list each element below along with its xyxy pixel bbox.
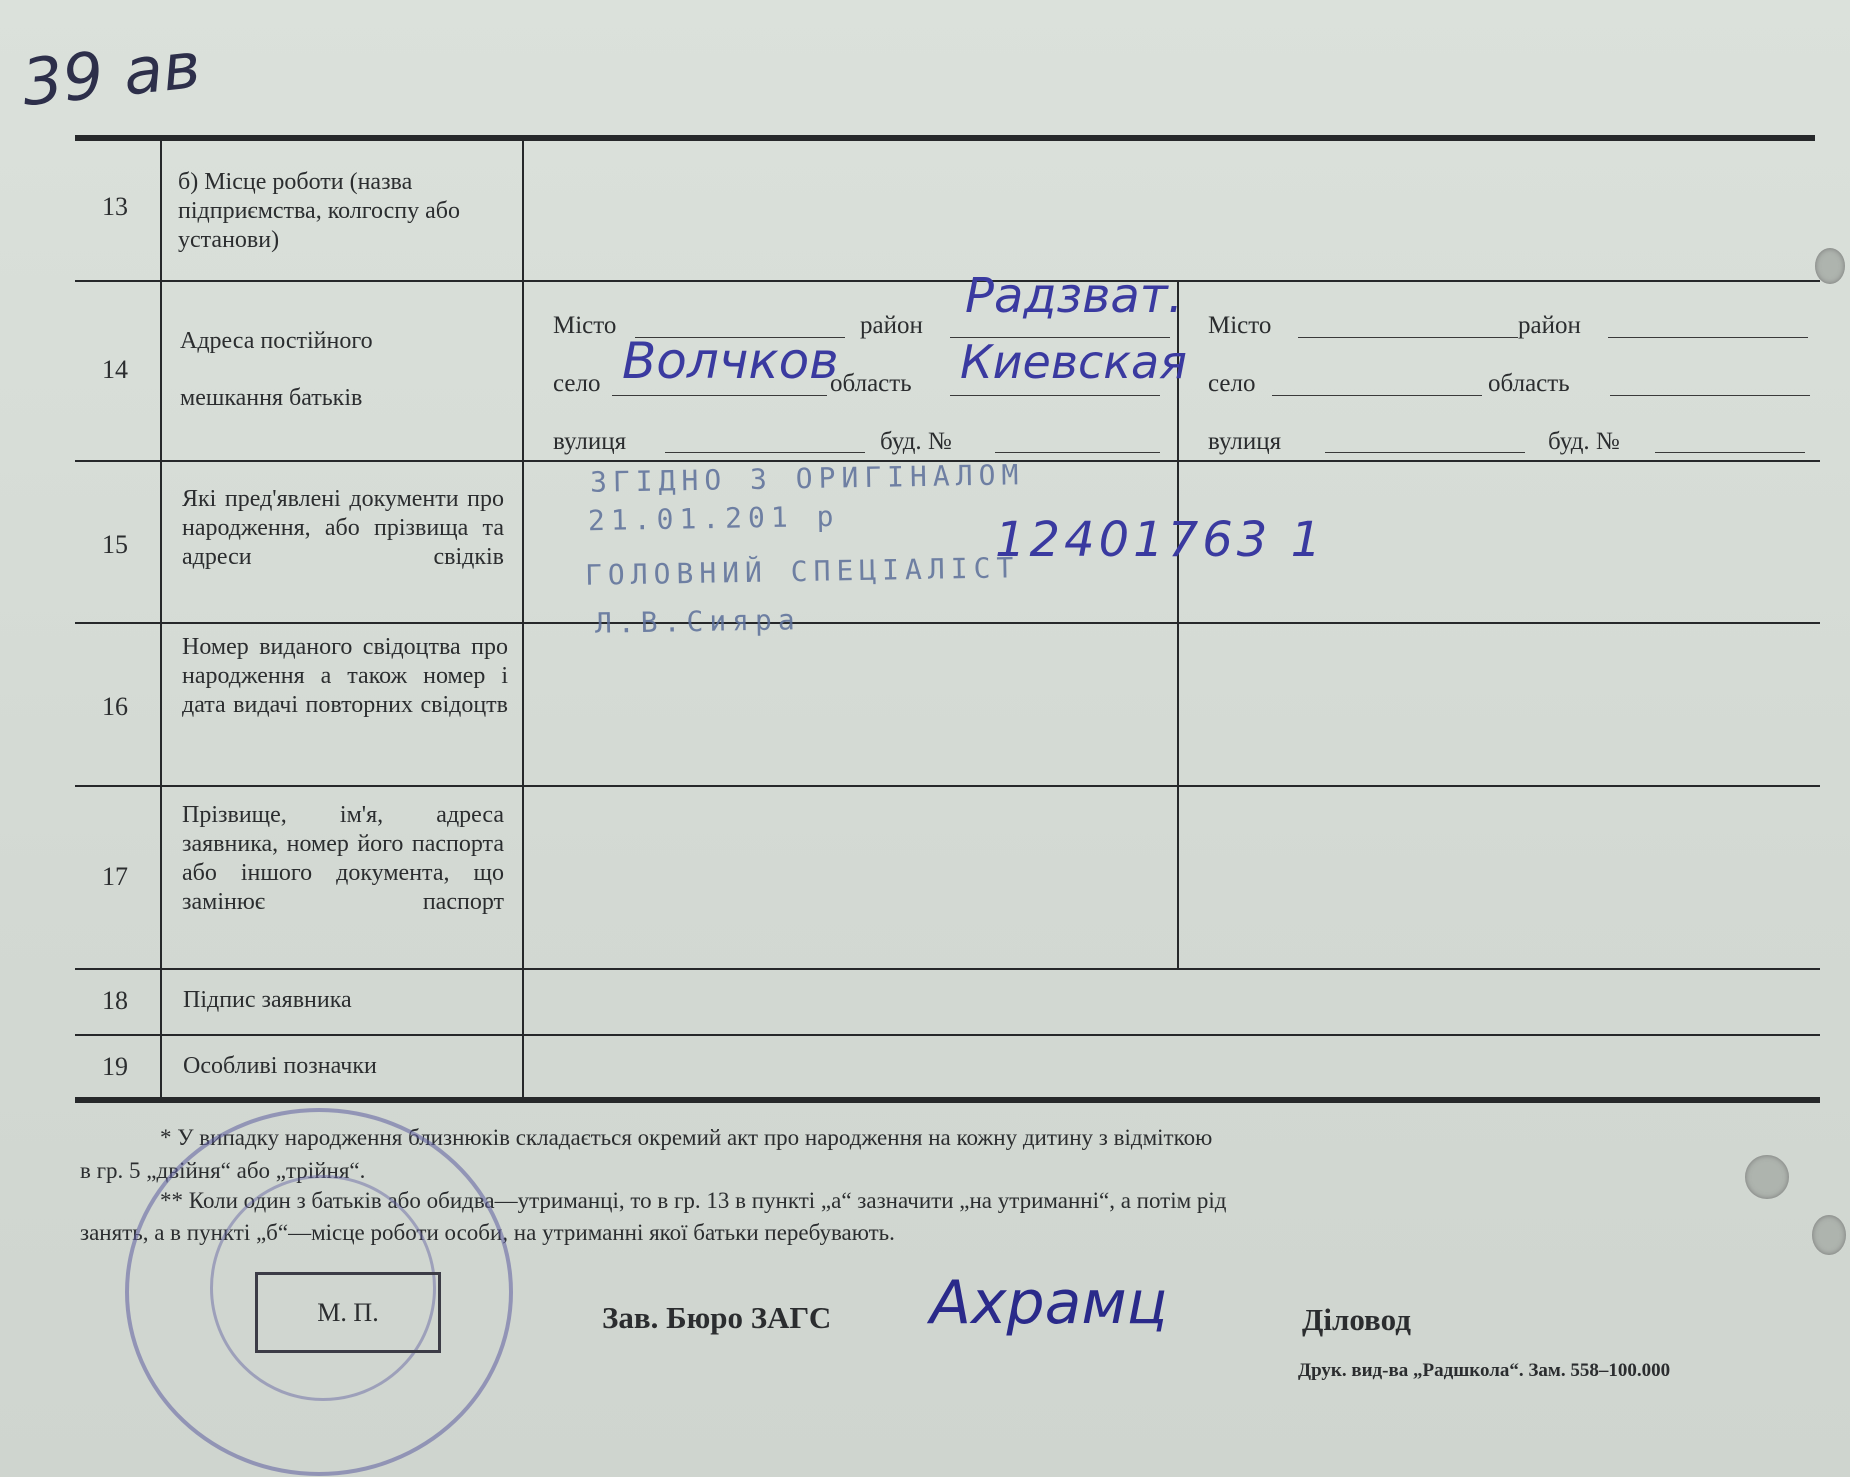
row-label-applicant: Прізвище, ім'я, адреса заявника, номер його паспорта або іншого документа, що замінює паспорт: [182, 802, 504, 915]
signoff-clerk: Діловод: [1302, 1302, 1411, 1337]
footnote-dependents-line1: ** Коли один з батьків або обидва—утриманці, то в гр. 13 в пункті „а“ зазначити „на утриманні“, а потім рід: [160, 1188, 1227, 1213]
row-label-applicant-signature: Підпис заявника: [183, 987, 352, 1013]
row-divider-16: [75, 785, 1820, 787]
field-house-label: буд. №: [1548, 428, 1620, 455]
row-divider-17: [75, 968, 1820, 970]
field-village-label: село: [1208, 370, 1256, 397]
handwritten-region: Киевская: [960, 335, 1187, 389]
bottom-rule: [75, 1097, 1820, 1103]
field-street-label: вулиця: [1208, 428, 1282, 455]
row-number: 17: [102, 862, 128, 891]
signoff-head-of-registry: Зав. Бюро ЗАГС: [602, 1300, 832, 1335]
village-blank: [612, 395, 827, 396]
binding-hole: [1812, 1215, 1846, 1255]
field-street-label: вулиця: [553, 428, 627, 455]
field-district-label: район: [1518, 312, 1581, 339]
label-column-divider: [522, 141, 524, 1099]
house-blank: [995, 452, 1160, 453]
binding-hole: [1815, 248, 1845, 284]
field-region-label: область: [830, 370, 912, 397]
row-number: 13: [102, 192, 128, 221]
binding-hole: [1745, 1155, 1789, 1199]
region-blank: [1610, 395, 1810, 396]
region-blank: [950, 395, 1160, 396]
district-blank: [1608, 337, 1808, 338]
stamp-line: Л.В.Сияра: [594, 603, 801, 640]
field-city-label: Місто: [1208, 312, 1272, 339]
corner-handwritten-mark: 39 ав: [18, 28, 205, 122]
field-region-label: область: [1488, 370, 1570, 397]
row-label-address-line1: Адреса постійного: [180, 328, 373, 354]
row-label-documents: Які пред'явлені документи про народження, або прізвища та адреси свідків: [182, 486, 504, 570]
field-village-label: село: [553, 370, 601, 397]
stamp-line: ГОЛОВНИЙ СПЕЦІАЛІСТ: [584, 551, 1020, 592]
village-blank: [1272, 395, 1482, 396]
field-house-label: буд. №: [880, 428, 952, 455]
row-number: 14: [102, 355, 128, 384]
row-number: 15: [102, 530, 128, 559]
printer-note: Друк. вид-ва „Радшкола“. Зам. 558–100.000: [1298, 1360, 1671, 1381]
row-number: 19: [102, 1052, 128, 1081]
row-divider-15: [75, 622, 1820, 624]
row-number: 18: [102, 986, 128, 1015]
city-blank: [1298, 337, 1518, 338]
top-rule: [75, 135, 1815, 141]
num-column-divider: [160, 141, 162, 1099]
row-number: 16: [102, 692, 128, 721]
stamp-line: 21.01.201 р: [587, 499, 840, 538]
street-blank: [1325, 452, 1525, 453]
field-district-label: район: [860, 312, 923, 339]
field-city-label: Місто: [553, 312, 617, 339]
row-divider-13: [75, 280, 1820, 282]
handwritten-district: Радзват.: [965, 268, 1183, 324]
seal-place-box: М. П.: [255, 1272, 441, 1353]
handwritten-village: Волчков: [622, 332, 839, 390]
house-blank: [1655, 452, 1805, 453]
street-blank: [665, 452, 865, 453]
handwritten-signature: Ахрамц: [930, 1268, 1168, 1338]
handwritten-document-number: 12401763 1: [995, 512, 1326, 568]
footnote-dependents-line2: занять, а в пункті „б“—місце роботи особи, на утриманні якої батьки перебувають.: [80, 1220, 895, 1245]
row-divider-18: [75, 1034, 1820, 1036]
row-label-address-line2: мешкання батьків: [180, 385, 363, 411]
footnote-twins-line2: в гр. 5 „двійня“ або „трійня“.: [80, 1158, 366, 1183]
row-label-workplace: б) Місце роботи (назва підприємства, колгоспу або установи): [178, 169, 461, 253]
footnote-twins-line1: * У випадку народження близнюків складається окремий акт про народження на кожну дитину з відміткою: [160, 1125, 1213, 1150]
row-label-special-notes: Особливі позначки: [183, 1053, 377, 1079]
stamp-line: ЗГІДНО З ОРИГІНАЛОМ: [589, 458, 1025, 499]
row-label-certificate-number: Номер виданого свідоцтва про народження а також номер і дата видачі повторних свідоцтв: [182, 634, 508, 718]
